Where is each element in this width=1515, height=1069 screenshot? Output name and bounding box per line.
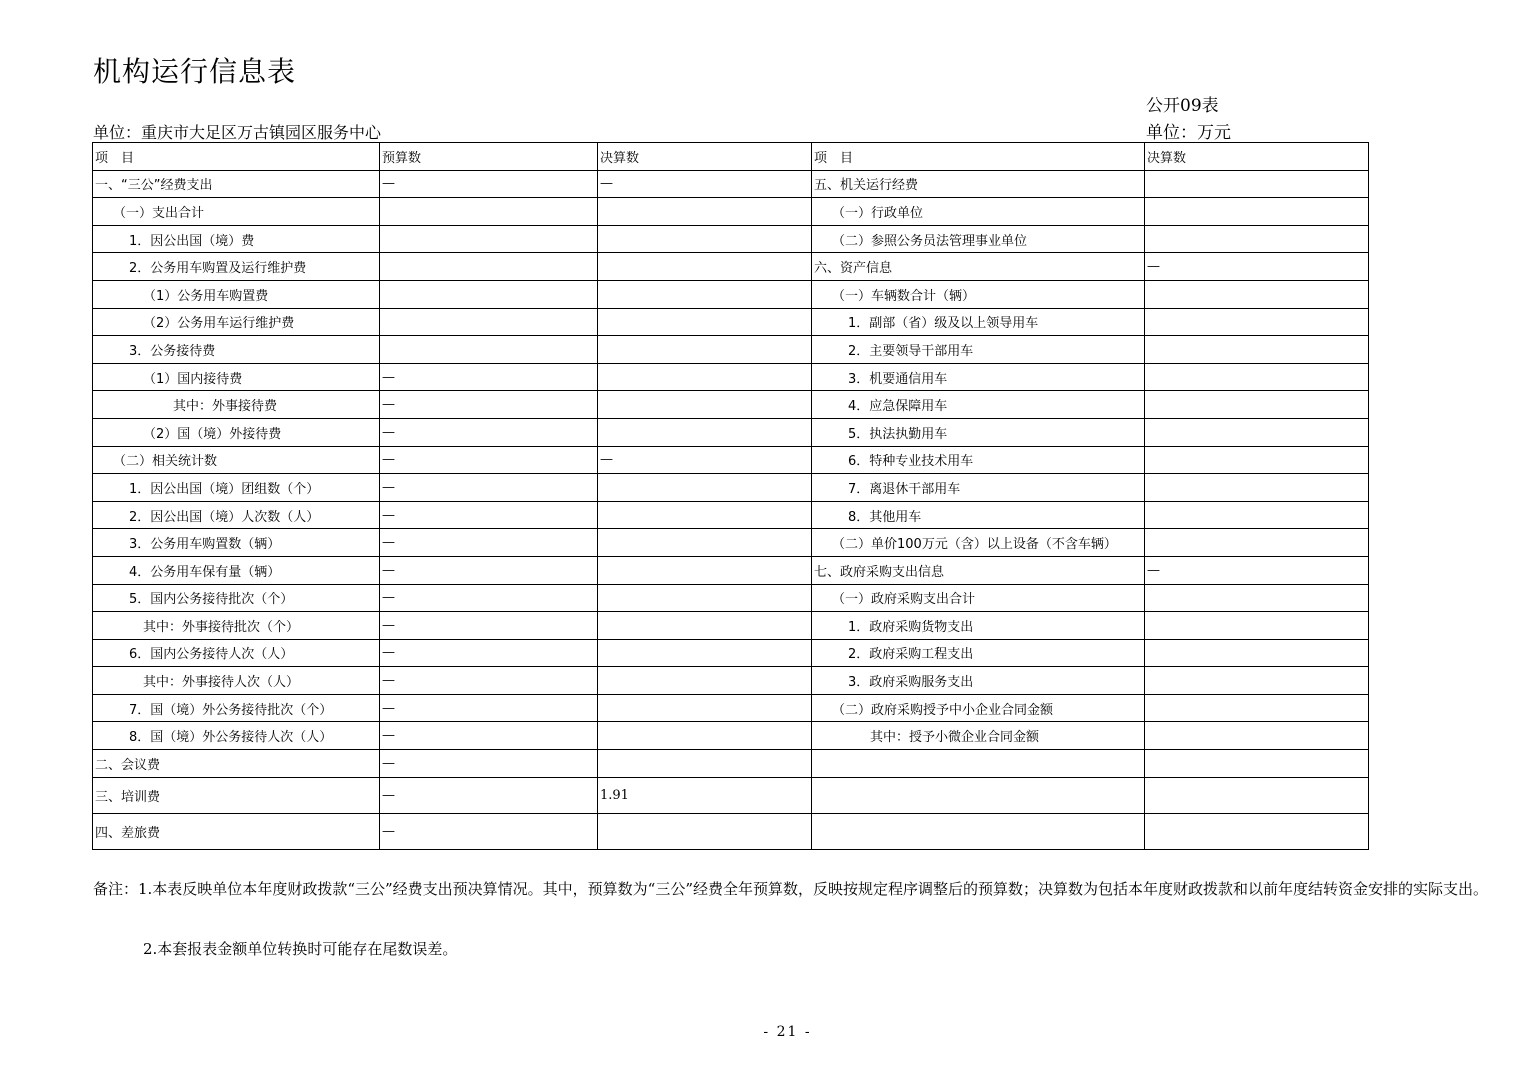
budget-cell xyxy=(380,308,598,336)
row-label: 其中：外事接待批次（个） xyxy=(93,612,380,640)
right-row-label: 1．副部（省）级及以上领导用车 xyxy=(812,308,1145,336)
final-cell xyxy=(598,308,812,336)
right-final-cell xyxy=(1145,391,1369,419)
row-label: 7．国（境）外公务接待批次（个） xyxy=(93,694,380,722)
final-cell xyxy=(598,813,812,849)
table-row xyxy=(93,694,1369,722)
right-row-label xyxy=(812,750,1145,778)
right-row-label: （二）政府采购授予中小企业合同金额 xyxy=(812,694,1145,722)
footnote-2: 2.本套报表金额单位转换时可能存在尾数误差。 xyxy=(143,940,458,958)
right-final-cell xyxy=(1145,363,1369,391)
budget-cell: — xyxy=(380,170,598,198)
right-row-label: 2．主要领导干部用车 xyxy=(812,336,1145,364)
right-final-cell xyxy=(1145,667,1369,695)
table-row xyxy=(93,612,1369,640)
right-final-cell: — xyxy=(1145,556,1369,584)
budget-cell xyxy=(380,225,598,253)
table-row xyxy=(93,363,1369,391)
header-right-item: 项 目 xyxy=(812,143,1145,171)
header-right-final: 决算数 xyxy=(1145,143,1369,171)
operation-info-table xyxy=(92,142,1369,850)
right-row-label: 5．执法执勤用车 xyxy=(812,418,1145,446)
table-row xyxy=(93,225,1369,253)
organization-unit: 单位：重庆市大足区万古镇园区服务中心 xyxy=(93,123,382,142)
right-row-label: （一）车辆数合计（辆） xyxy=(812,280,1145,308)
currency-unit: 单位：万元 xyxy=(1146,123,1231,143)
row-label: 1．因公出国（境）费 xyxy=(93,225,380,253)
table-row xyxy=(93,308,1369,336)
row-label: （二）相关统计数 xyxy=(93,446,380,474)
budget-cell: — xyxy=(380,501,598,529)
budget-cell: — xyxy=(380,777,598,813)
budget-cell: — xyxy=(380,694,598,722)
right-final-cell xyxy=(1145,612,1369,640)
final-cell xyxy=(598,501,812,529)
right-row-label: 其中：授予小微企业合同金额 xyxy=(812,722,1145,750)
right-final-cell xyxy=(1145,694,1369,722)
final-cell xyxy=(598,225,812,253)
row-label: （一）支出合计 xyxy=(93,198,380,226)
budget-cell: — xyxy=(380,556,598,584)
right-row-label: （一）政府采购支出合计 xyxy=(812,584,1145,612)
right-final-cell xyxy=(1145,446,1369,474)
table-row xyxy=(93,750,1369,778)
final-cell xyxy=(598,750,812,778)
row-label: 5．国内公务接待批次（个） xyxy=(93,584,380,612)
right-final-cell xyxy=(1145,225,1369,253)
right-row-label: 2．政府采购工程支出 xyxy=(812,639,1145,667)
header-budget: 预算数 xyxy=(380,143,598,171)
budget-cell: — xyxy=(380,446,598,474)
final-cell xyxy=(598,198,812,226)
footnote-1: 备注：1.本表反映单位本年度财政拨款“三公”经费支出预决算情况。其中，预算数为“三公”经费全年预算数，反映按规定程序调整后的预算数；决算数为包括本年度财政拨款和以前年度结转资金安排的实际支出。 xyxy=(93,880,1488,898)
right-row-label: 4．应急保障用车 xyxy=(812,391,1145,419)
budget-cell: — xyxy=(380,474,598,502)
table-row xyxy=(93,667,1369,695)
budget-cell: — xyxy=(380,584,598,612)
right-row-label: 六、资产信息 xyxy=(812,253,1145,281)
right-row-label: 7．离退休干部用车 xyxy=(812,474,1145,502)
table-row xyxy=(93,336,1369,364)
budget-cell: — xyxy=(380,418,598,446)
right-row-label: 6．特种专业技术用车 xyxy=(812,446,1145,474)
right-final-cell xyxy=(1145,474,1369,502)
budget-cell xyxy=(380,336,598,364)
budget-cell: — xyxy=(380,667,598,695)
budget-cell: — xyxy=(380,363,598,391)
row-label: （2）公务用车运行维护费 xyxy=(93,308,380,336)
row-label: 3．公务接待费 xyxy=(93,336,380,364)
row-label: 2．因公出国（境）人次数（人） xyxy=(93,501,380,529)
budget-cell: — xyxy=(380,612,598,640)
right-final-cell xyxy=(1145,584,1369,612)
row-label: 6．国内公务接待人次（人） xyxy=(93,639,380,667)
row-label: （1）国内接待费 xyxy=(93,363,380,391)
final-cell: — xyxy=(598,446,812,474)
table-row xyxy=(93,813,1369,849)
table-row xyxy=(93,280,1369,308)
final-cell: 1.91 xyxy=(598,777,812,813)
final-cell: — xyxy=(598,170,812,198)
table-row xyxy=(93,722,1369,750)
row-label: （2）国（境）外接待费 xyxy=(93,418,380,446)
final-cell xyxy=(598,612,812,640)
final-cell xyxy=(598,722,812,750)
right-final-cell xyxy=(1145,280,1369,308)
row-label: 二、会议费 xyxy=(93,750,380,778)
row-label: 1．因公出国（境）团组数（个） xyxy=(93,474,380,502)
budget-cell: — xyxy=(380,722,598,750)
budget-cell: — xyxy=(380,750,598,778)
right-final-cell xyxy=(1145,813,1369,849)
right-final-cell xyxy=(1145,198,1369,226)
right-final-cell xyxy=(1145,418,1369,446)
budget-cell: — xyxy=(380,529,598,557)
final-cell xyxy=(598,529,812,557)
table-row xyxy=(93,777,1369,813)
table-row xyxy=(93,446,1369,474)
final-cell xyxy=(598,253,812,281)
final-cell xyxy=(598,336,812,364)
table-row xyxy=(93,556,1369,584)
right-row-label: （二）参照公务员法管理事业单位 xyxy=(812,225,1145,253)
right-final-cell xyxy=(1145,308,1369,336)
right-final-cell: — xyxy=(1145,253,1369,281)
table-row xyxy=(93,474,1369,502)
table-row xyxy=(93,639,1369,667)
right-final-cell xyxy=(1145,722,1369,750)
final-cell xyxy=(598,363,812,391)
final-cell xyxy=(598,584,812,612)
page-title: 机构运行信息表 xyxy=(93,55,297,88)
table-header-row xyxy=(93,143,1369,171)
row-label: 四、差旅费 xyxy=(93,813,380,849)
right-final-cell xyxy=(1145,336,1369,364)
row-label: 3．公务用车购置数（辆） xyxy=(93,529,380,557)
table-row xyxy=(93,253,1369,281)
budget-cell xyxy=(380,253,598,281)
page-number: - 21 - xyxy=(763,1024,812,1040)
form-code: 公开09表 xyxy=(1146,96,1219,116)
right-row-label: （二）单价100万元（含）以上设备（不含车辆） xyxy=(812,529,1145,557)
right-row-label xyxy=(812,813,1145,849)
budget-cell: — xyxy=(380,813,598,849)
right-final-cell xyxy=(1145,529,1369,557)
right-row-label: 3．机要通信用车 xyxy=(812,363,1145,391)
right-final-cell xyxy=(1145,170,1369,198)
row-label: 一、“三公”经费支出 xyxy=(93,170,380,198)
right-final-cell xyxy=(1145,777,1369,813)
table-row xyxy=(93,529,1369,557)
final-cell xyxy=(598,667,812,695)
right-row-label: 3．政府采购服务支出 xyxy=(812,667,1145,695)
row-label: 2．公务用车购置及运行维护费 xyxy=(93,253,380,281)
budget-cell: — xyxy=(380,639,598,667)
budget-cell xyxy=(380,280,598,308)
final-cell xyxy=(598,556,812,584)
final-cell xyxy=(598,474,812,502)
final-cell xyxy=(598,639,812,667)
final-cell xyxy=(598,418,812,446)
right-final-cell xyxy=(1145,750,1369,778)
right-row-label: 五、机关运行经费 xyxy=(812,170,1145,198)
table-row xyxy=(93,418,1369,446)
row-label: 其中：外事接待人次（人） xyxy=(93,667,380,695)
final-cell xyxy=(598,391,812,419)
right-final-cell xyxy=(1145,501,1369,529)
right-row-label xyxy=(812,777,1145,813)
budget-cell xyxy=(380,198,598,226)
row-label: （1）公务用车购置费 xyxy=(93,280,380,308)
table-row xyxy=(93,391,1369,419)
final-cell xyxy=(598,694,812,722)
table-row xyxy=(93,198,1369,226)
table-row xyxy=(93,170,1369,198)
row-label: 8．国（境）外公务接待人次（人） xyxy=(93,722,380,750)
final-cell xyxy=(598,280,812,308)
row-label: 4．公务用车保有量（辆） xyxy=(93,556,380,584)
budget-cell: — xyxy=(380,391,598,419)
right-row-label: （一）行政单位 xyxy=(812,198,1145,226)
right-row-label: 8．其他用车 xyxy=(812,501,1145,529)
header-left-item: 项 目 xyxy=(93,143,380,171)
row-label: 其中：外事接待费 xyxy=(93,391,380,419)
header-final: 决算数 xyxy=(598,143,812,171)
table-row xyxy=(93,501,1369,529)
right-final-cell xyxy=(1145,639,1369,667)
row-label: 三、培训费 xyxy=(93,777,380,813)
right-row-label: 七、政府采购支出信息 xyxy=(812,556,1145,584)
table-row xyxy=(93,584,1369,612)
right-row-label: 1．政府采购货物支出 xyxy=(812,612,1145,640)
